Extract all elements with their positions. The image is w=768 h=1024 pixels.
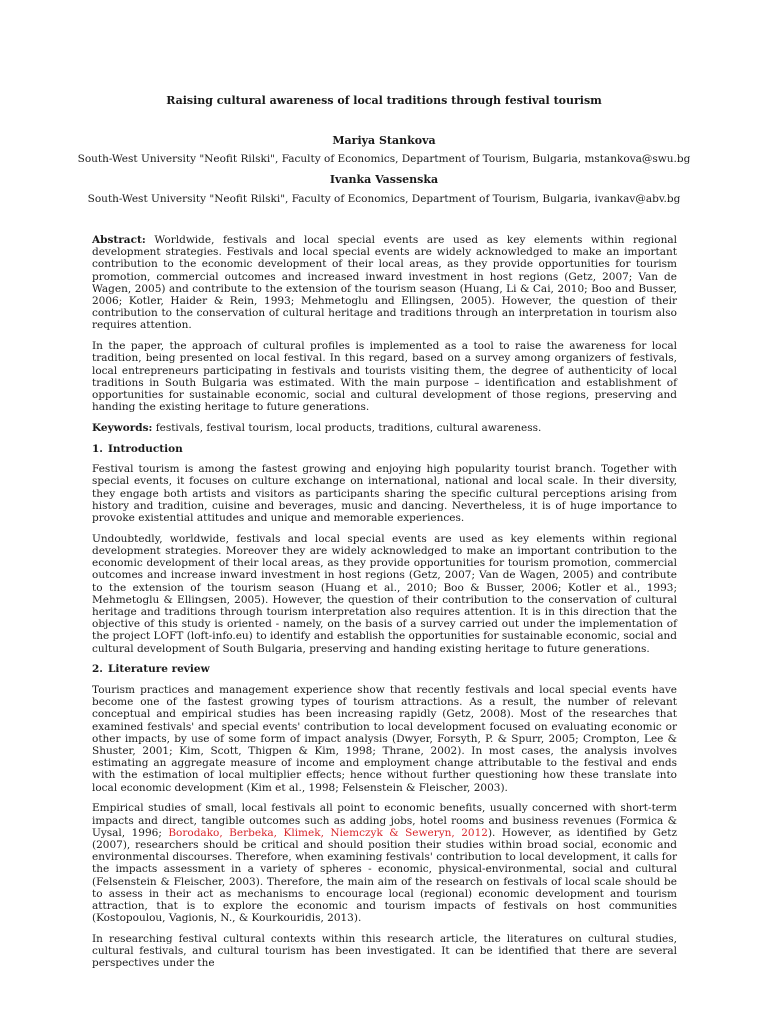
section-number: 1.	[92, 442, 103, 455]
paper-body	[92, 234, 677, 978]
highlighted-citation: Borodako, Berbeka, Klimek, Niemczyk & Seweryn, 2012	[168, 826, 488, 839]
literature-paragraph-1: Tourism practices and management experience show that recently festivals and local special events have become one of the fastest growing types of tourism attractions. As a result, the number of relevant conceptual and empirical studies has been increasing rapidly (Getz, 2008). Most of the researches that examined festivals' and special events' contribution to local development focused on evaluating economic or other impacts, by use of some form of impact analysis (Dwyer, Forsyth, P. & Spurr, 2005; Crompton, Lee & Shuster, 2001; Kim, Scott, Thigpen & Kim, 1998; Thrane, 2002). In most cases, the analysis involves estimating an aggregate measure of income and employment change attributable to the festival and ends with the estimation of local multiplier effects; hence without further questioning how these translate into local economic development (Kim et al., 1998; Felsenstein & Fleischer, 2003).	[92, 684, 677, 794]
abstract-label: Abstract:	[92, 234, 146, 246]
intro-paragraph-2: Undoubtedly, worldwide, festivals and local special events are used as key elements within regional development strategies. Moreover they are widely acknowledged to make an important contribution to the economic development of their local areas, as they provide opportunities for tourism promotion, commercial outcomes and increase inward investment in host regions (Getz, 2007; Van de Wagen, 2005) and contribute to the extension of the tourism season (Huang et al., 2010; Boo & Busser, 2006; Kotler et al., 1993; Mehmetoglu & Ellingsen, 2005). However, the question of their contribution to the conservation of cultural heritage and traditions through tourism interpretation also requires attention. It is in this direction that the objective of this study is oriented - namely, on the basis of a survey carried out under the implementation of the project LOFT (loft-info.eu) to identify and establish the opportunities for sustainable economic, social and cultural development of South Bulgaria, preserving and handing existing heritage to future generations.	[92, 532, 677, 655]
intro-paragraph-1: Festival tourism is among the fastest growing and enjoying high popularity tourist branch. Together with special events, it focuses on culture exchange on international, national and local scale. In their diversity, they engage both artists and visitors as participants sharing the specific cultural perceptions arising from history and tradition, cuisine and beverages, music and dancing. Nevertheless, it is of huge importance to provoke existential attitudes and unique and memorable experiences.	[92, 463, 677, 525]
literature-paragraph-3: In researching festival cultural contexts within this research article, the literatures on cultural studies, cultural festivals, and cultural tourism has been investigated. It can be identified that there are several perspectives under the	[92, 932, 677, 970]
keywords-paragraph	[92, 422, 677, 434]
author-affiliation-1: South-West University "Neofit Rilski", Faculty of Economics, Department of Tourism, Bulgaria, mstankova@swu.bg	[77, 153, 691, 165]
section-heading-literature-review	[92, 663, 677, 675]
paper-title: Raising cultural awareness of local traditions through festival tourism	[166, 94, 602, 107]
keywords-text: festivals, festival tourism, local products, traditions, cultural awareness.	[152, 421, 542, 434]
literature-paragraph-2	[92, 802, 677, 924]
keywords-label: Keywords:	[92, 421, 153, 434]
abstract-paragraph	[92, 234, 677, 332]
author-name-2: Ivanka Vassenska	[329, 173, 439, 186]
section-title: Introduction	[108, 442, 183, 455]
section-number: 2.	[92, 663, 103, 676]
section-heading-introduction	[92, 443, 677, 455]
author-name-1: Mariya Stankova	[332, 134, 436, 147]
section-title: Literature review	[108, 663, 210, 676]
literature-text: ). However, as identified by Getz (2007), researchers should be critical and should position their studies within broad social, economic and environmental discourses. Therefore, when examining festivals' contribution to local development, it calls for the impacts assessment in a variety of spheres - economic, physical-environmental, social and cultural (Felsenstein & Fleischer, 2003). Therefore, the main aim of the research on festivals of local scale should be to assess in their act as mechanisms to encourage local (regional) economic development and tourism attraction, that is to explore the economic and tourism impacts of festivals on host communities (Kostopoulou, Vagionis, N., & Kourkouridis, 2013).	[92, 826, 677, 925]
abstract-paragraph-2: In the paper, the approach of cultural profiles is implemented as a tool to raise the awareness for local tradition, being presented on local festival. In this regard, based on a survey among organizers of festivals, local entrepreneurs participating in festivals and tourists visiting them, the degree of authenticity of local traditions in South Bulgaria was estimated. With the main purpose – identification and establishment of opportunities for sustainable economic, social and cultural development of those regions, preserving and handing the existing heritage to future generations.	[92, 340, 677, 414]
abstract-text: Worldwide, festivals and local special events are used as key elements within regional development strategies. Festivals and local special events are widely acknowledged to make an important contribution to the economic development of their local areas, as they provide opportunities for tourism promotion, commercial outcomes and increased inward investment in host regions (Getz, 2007; Van de Wagen, 2005) and contribute to the extension of the tourism season (Huang, Li & Cai, 2010; Boo and Busser, 2006; Kotler, Haider & Rein, 1993; Mehmetoglu and Ellingsen, 2005). However, the question of their contribution to the conservation of cultural heritage and traditions through an interpretation in tourism also requires attention.	[92, 234, 677, 332]
author-affiliation-2: South-West University "Neofit Rilski", Faculty of Economics, Department of Tourism, Bulgaria, ivankav@abv.bg	[87, 193, 681, 205]
literature-text: Empirical studies of small, local festivals all point to economic benefits, usually concerned with short-term impacts and direct, tangible outcomes such as adding jobs, hotel rooms and business revenues (Formica & Uysal, 1996;	[92, 802, 677, 839]
